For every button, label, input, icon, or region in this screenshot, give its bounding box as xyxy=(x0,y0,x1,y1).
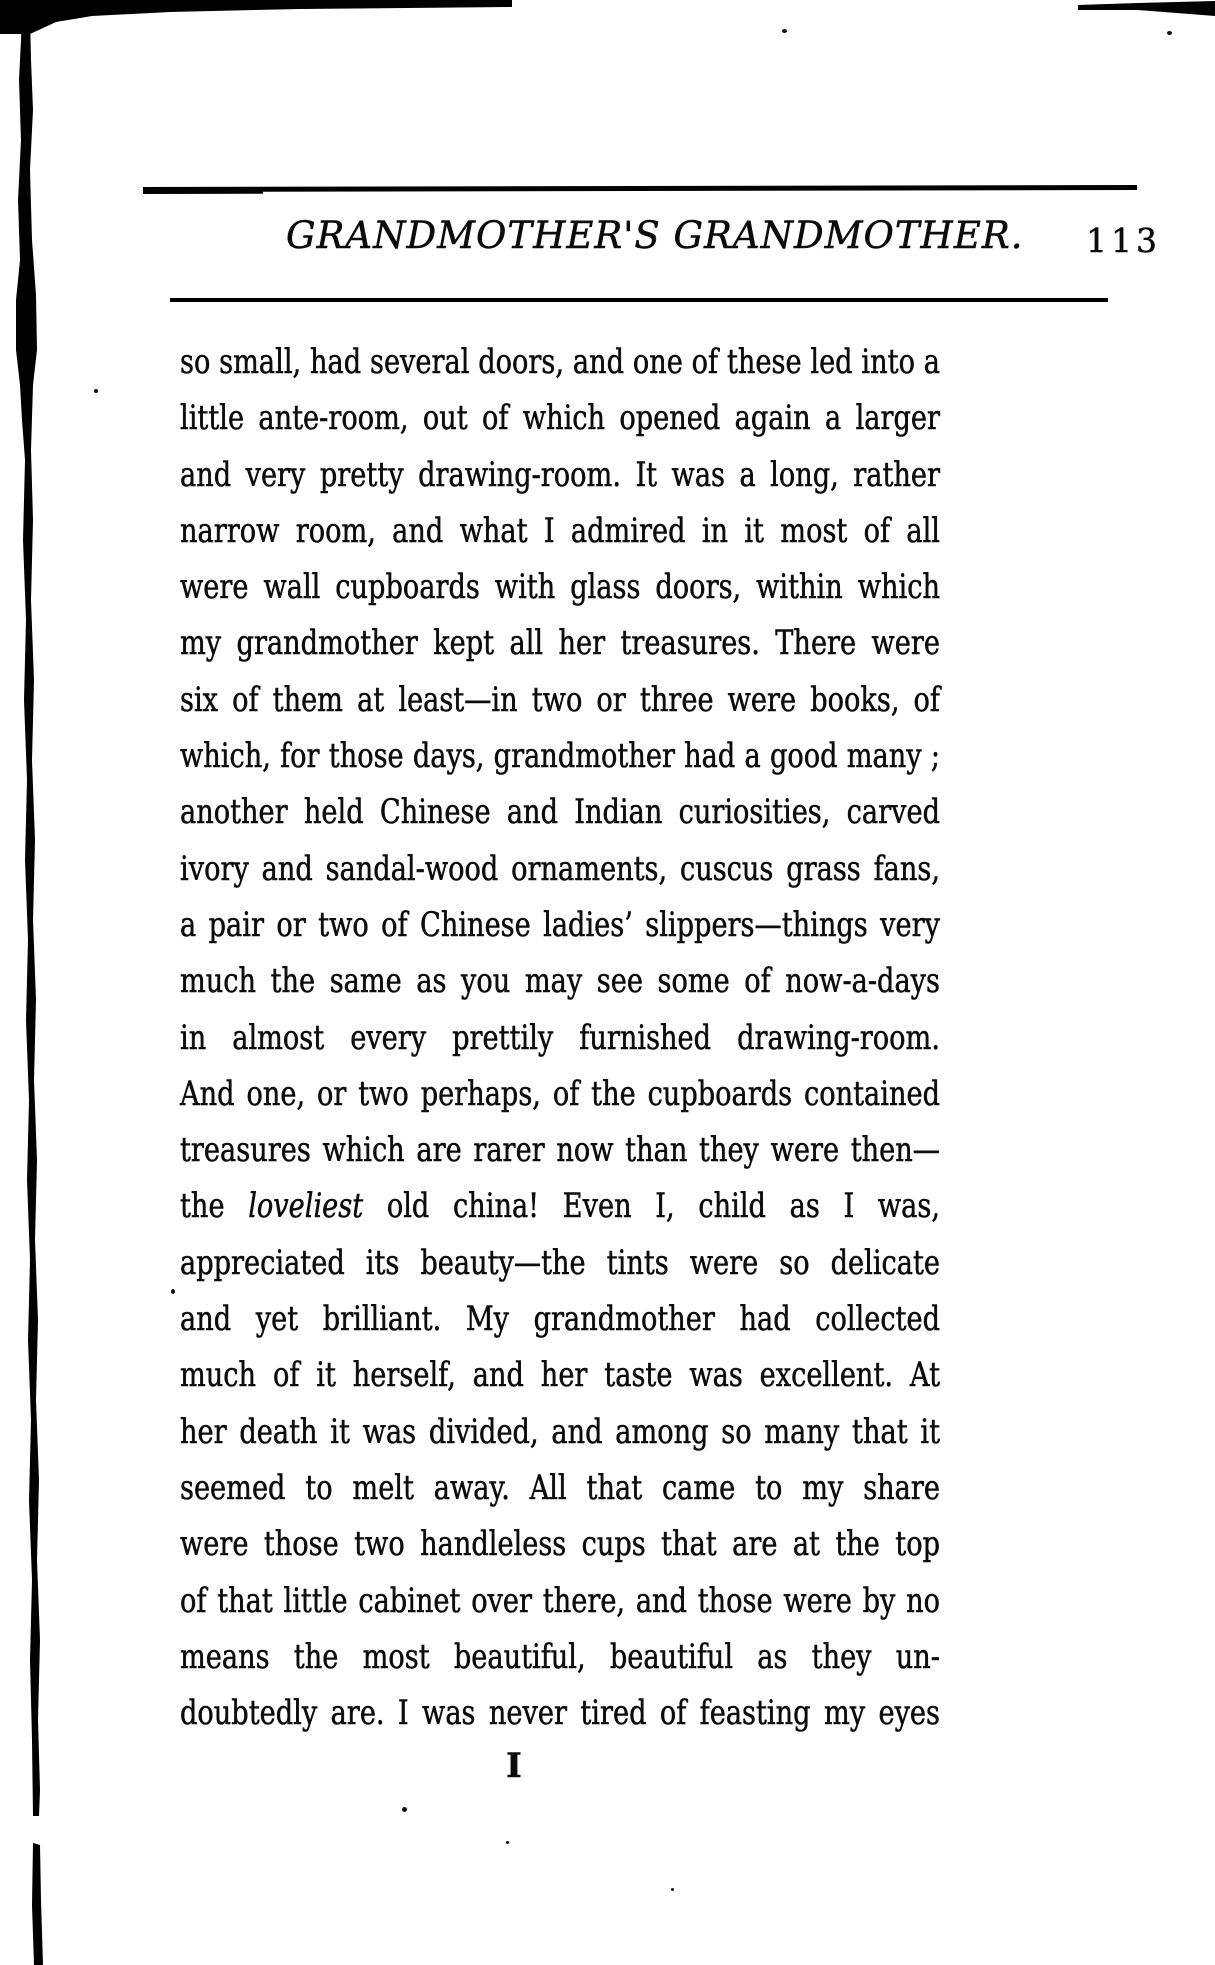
page-number: 113 xyxy=(1086,221,1161,260)
ink-speck xyxy=(671,1888,674,1891)
text-line: in almost every prettily furnished drawing-room. xyxy=(180,1017,940,1058)
text-line: so small, had several doors, and one of these led into a xyxy=(180,342,940,382)
text-line: much of it herself, and her taste was excellent. At xyxy=(180,1355,940,1396)
text-line: much the same as you may see some of now-a-days xyxy=(180,961,940,1002)
text-line: and yet brilliant. My grandmother had collected xyxy=(180,1299,940,1340)
text-line: treasures which are rarer now than they were then— xyxy=(180,1130,940,1171)
text-line: a pair or two of Chinese ladies’ slippers—things very xyxy=(180,904,940,945)
text-line: means the most beautiful, beautiful as they un- xyxy=(180,1636,940,1677)
text-line: the loveliest old china! Even I, child as I was, xyxy=(180,1186,940,1227)
text-line: were wall cupboards with glass doors, within which xyxy=(180,567,940,608)
binding-shadow xyxy=(0,0,60,1965)
text-line: narrow room, and what I admired in it most of all xyxy=(180,510,940,551)
text-line: my grandmother kept all her treasures. There were xyxy=(180,623,940,664)
text-line: little ante-room, out of which opened again a larger xyxy=(180,398,940,439)
ink-speck xyxy=(1167,31,1172,35)
scan-edge-top-left xyxy=(0,0,512,34)
text-line: And one, or two perhaps, of the cupboards contained xyxy=(180,1073,940,1114)
text-line: seemed to melt away. All that came to my share xyxy=(180,1467,940,1508)
signature-mark: I xyxy=(506,1746,522,1786)
header-rule-top xyxy=(143,185,1137,192)
text-line: ivory and sandal-wood ornaments, cuscus grass fans, xyxy=(180,848,940,889)
text-line: her death it was divided, and among so many that it xyxy=(180,1411,940,1452)
scan-edge-top-right xyxy=(1078,1,1215,16)
text-line: and very pretty drawing-room. It was a long, rather xyxy=(180,454,940,495)
running-head-title: GRANDMOTHER'S GRANDMOTHER. xyxy=(286,214,1024,257)
text-line: another held Chinese and Indian curiosities, carved xyxy=(180,792,940,833)
ink-speck xyxy=(94,389,98,393)
text-line: appreciated its beauty—the tints were so delicate xyxy=(180,1242,940,1283)
text-line: which, for those days, grandmother had a good many ; xyxy=(180,736,940,777)
text-line: were those two handleless cups that are at the top xyxy=(180,1524,940,1565)
text-line: doubtedly are. I was never tired of feasting my eyes xyxy=(180,1693,940,1734)
ink-speck xyxy=(171,1289,175,1294)
header-rule-bottom xyxy=(170,298,1108,302)
ink-speck xyxy=(402,1807,407,1812)
text-line: of that little cabinet over there, and those were by no xyxy=(180,1580,940,1621)
body-text xyxy=(180,334,940,1741)
ink-speck xyxy=(782,29,787,33)
ink-speck xyxy=(506,1841,509,1844)
text-line: six of them at least—in two or three were books, of xyxy=(180,679,940,720)
